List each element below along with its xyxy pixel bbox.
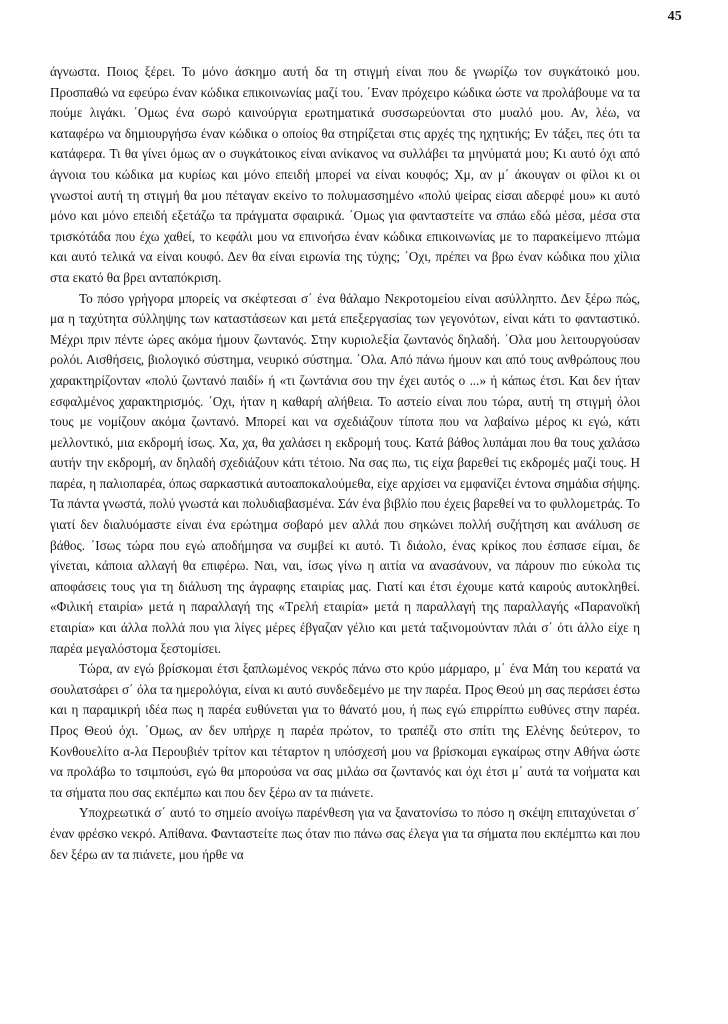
paragraph-2: Το πόσο γρήγορα μπορείς να σκέφτεσαι σ΄ ένα θάλαμο Νεκροτομείου είναι ασύλληπτο. Δεν ξέρω πώς, μα η ταχύτητα σύλληψης των καταστάσεων και μετά επεξεργασίας των γεγονότων, είναι κάτι το φανταστικό. Μέχρι πριν πέντε ώρες ακόμα ήμουν ζωντανός. Στην κυριολεξία ζωντανός δηλαδή. ΄Ολα μου λειτουργούσαν ρολόι. Αισθήσεις, βιολογικό σύστημα, νευρικό σύστημα. ΄Ολα. Από πάνω ήμουν και από τους ανθρώπους που χαρακτηρίζονταν «πολύ ζωντανό παιδί» ή «τι ζωντάνια σου την έχει αυτός ο ...» ή κάπως έτσι. Και δεν ήταν εσφαλμένος χαρακτηρισμός. ΄Οχι, ήταν η καθαρή αλήθεια. Το αστείο είναι που τώρα, αυτή τη στιγμή όλοι τους με νομίζουν ακόμα ζωντανό. Μπορεί και να σχεδιάζουν τίποτα που να λαβαίνω μέρος κι εγώ, κάτι μελλοντικό, μια εκδρομή ίσως. Χα, χα, θα χαλάσει η εκδρομή τους. Κατά βάθος λυπάμαι που θα τους χαλάσω αυτήν την εκδρομή, αν δηλαδή σχεδιάζουν κάτι τέτοιο. Να σας πω, τις είχα βαρεθεί τις εκδρομές μαζί τους. Η παρέα, η παλιοπαρέα, όπως σαρκαστικά αυτοαποκαλούμεθα, είχε αρχίσει να εμφανίζει έντονα σημάδια σήψης. Τα πάντα γνωστά, πολύ γνωστά και πολυδιαβασμένα. Σάν ένα βιβλίο που έχεις βαρεθεί να το φυλλομετράς. Το γιατί δεν διαλυόμαστε είναι ένα ερώτημα σοβαρό μεν αλλά που σηκώνει πολλή συζήτηση και ανάλυση σε βάθος. ΄Ισως τώρα που εγώ αποδήμησα να συμβεί κι αυτό. Τι διάολο, ένας κρίκος που έσπασε είμαι, δε γίνεται, κάποια αλλαγή θα επιφέρω. Ναι, ναι, ίσως γίνω η αιτία να ανασάνουν, να πάρουν πιο εύκολα τις αποφάσεις τους για τη διάλυση της άγραφης εταιρίας μας. Γιατί και έτσι έχουμε κατά καιρούς αυτοκληθεί. «Φιλική εταιρία» μετά η παραλλαγή της «Τρελή εταιρία» μετά η παραλλαγή της παραλλαγής «Παρανοϊκή εταιρία» και άλλα πολλά που για λίγες μέρες έβγαζαν γέλιο και μετά ταξινομούνταν πλάι σ΄ ότι άλλο είχε η παρέα μεγαλόστομα ξεστομίσει.: [50, 290, 640, 656]
paragraph-3: Τώρα, αν εγώ βρίσκομαι έτσι ξαπλωμένος νεκρός πάνω στο κρύο μάρμαρο, μ΄ ένα Μάη του κερατά να σουλατσάρει σ΄ όλα τα ημερολόγια, είναι κι αυτό συνδεδεμένο με την παρέα. Προς Θεού μη σας περάσει έστω και η παραμικρή ιδέα πως η παρέα ευθύνεται για το θάνατό μου, ή πως εγώ επιρρίπτω ευθύνες στην παρέα. Προς Θεού όχι. ΄Ομως, αν δεν υπήρχε η παρέα πρώτον, το τραπέζι στο σπίτι της Ελένης δεύτερον, το Κονθουελίτο α-λα Περουβιέν τρίτον και τέταρτον η υπόσχεσή μου να βρίσκομαι εγκαίρως στην Αθήνα ώστε να προλάβω το τσιμπούσι, εγώ θα μπορούσα να σας μιλάω σα ζωντανός και όχι έτσι μ΄ αυτά τα νοήματα και τα σήματα που σας εκπέμπω και που δεν ξέρω αν τα πιάνετε.: [50, 661, 640, 800]
paragraph-4: Υποχρεωτικά σ΄ αυτό το σημείο ανοίγω παρένθεση για να ξανατονίσω το πόσο η σκέψη επιταχύνεται σ΄ έναν φρέσκο νεκρό. Απίθανα. Φανταστείτε πως όταν πιο πάνω σας έλεγα για τα σήματα που εκπέμπτω και που δεν ξέρω αν τα πιάνετε, μου ήρθε να: [50, 805, 640, 862]
page-number: 45: [667, 9, 682, 24]
body-text: [50, 62, 640, 865]
paragraph-1: άγνωστα. Ποιος ξέρει. Το μόνο άσκημο αυτή δα τη στιγμή είναι που δε γνωρίζω τον συγκάτοικό μου. Προσπαθώ να εφεύρω έναν κώδικα επικοινωνίας μαζί του. ΄Εναν πρόχειρο κώδικα ώστε να προλάβουμε να τα πούμε λιγάκι. ΄Ομως ένα σωρό καινούργια ερωτηματικά συσσωρεύονται στο μυαλό μου. Αν, λέω, να καταφέρω να δημιουργήσω έναν κώδικα ο οποίος θα στηρίζεται στις αρχές της ηχητικής; Εν τάξει, πες ότι τα κατάφερα. Τι θα γίνει όμως αν ο συγκάτοικος είναι ανίκανος να συλλάβει τα μηνύματά μου; Κι αυτό όχι από άγνοια του κώδικα μα κυρίως και μόνο επειδή μπορεί να είναι κουφός; Χμ, αν μ΄ άκουγαν οι φίλοι κι οι γνωστοί αυτή τη στιγμή θα μου πέταγαν εκείνο το πολυμασσημένο «πολύ ψείρας είσαι αδερφέ μου» κι αυτό μόνο και μόνο επειδή εξετάζω τα πράγματα σφαιρικά. ΄Ομως για φανταστείτε να σπάω εδώ μέσα, μέσα στα τρισκότάδα που έχω χαθεί, το κεφάλι μου να επινοήσω έναν κώδικα επικοινωνίας με το παρακείμενο πτώμα και αυτό τελικά να είναι κουφό. Δεν θα είναι ειρωνία της τύχης; ΄Οχι, πρέπει να βρω έναν κώδικα που χίλια στα εκατό θα βρει ανταπόκριση.: [50, 64, 640, 285]
